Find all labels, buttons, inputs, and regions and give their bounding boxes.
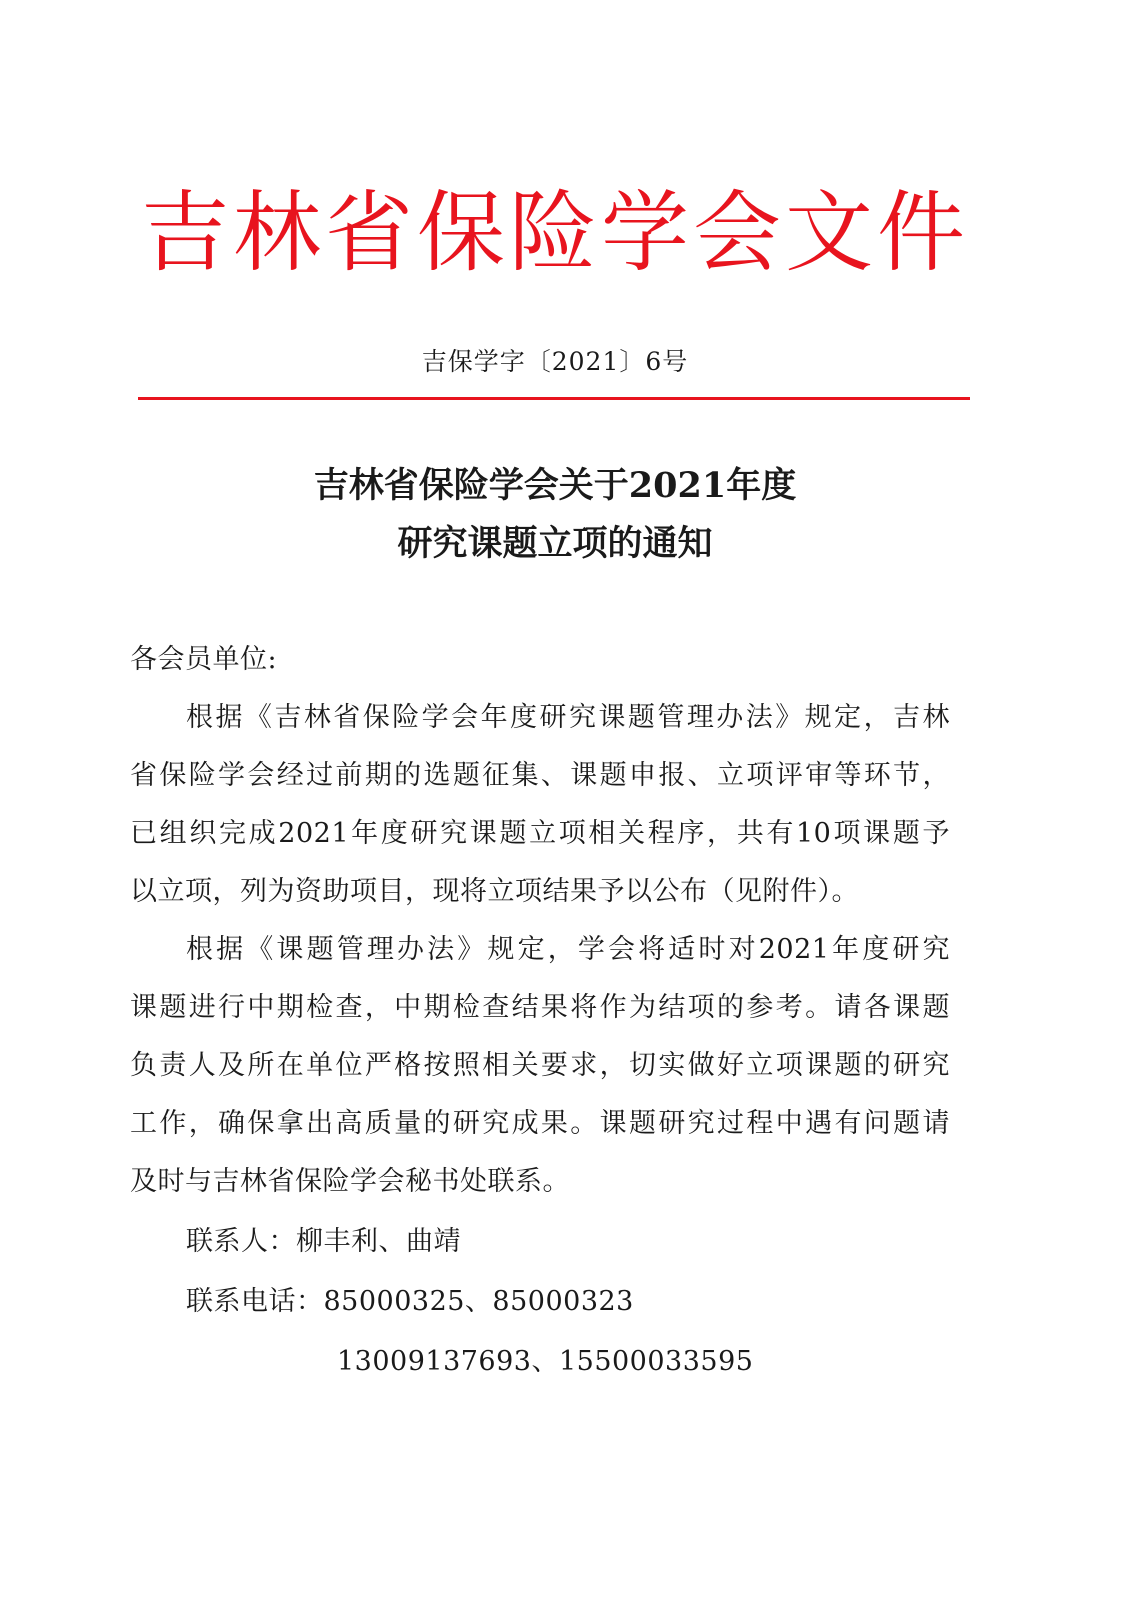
salutation: 各会员单位:: [130, 644, 278, 675]
paragraph-2-line: 负责人及所在单位严格按照相关要求，切实做好立项课题的研究: [130, 1050, 950, 1081]
contact-phone: 联系电话：85000325、85000323: [186, 1286, 634, 1317]
paragraph-1-line: 以立项，列为资助项目，现将立项结果予以公布（见附件）。: [130, 876, 859, 907]
paragraph-2-line: 根据《课题管理办法》规定，学会将适时对2021年度研究: [186, 934, 950, 965]
document-number: 吉保学字〔2021〕6号: [421, 347, 689, 376]
paragraph-2-line: 及时与吉林省保险学会秘书处联系。: [130, 1166, 570, 1197]
paragraph-2-line: 工作，确保拿出高质量的研究成果。课题研究过程中遇有问题请: [130, 1108, 950, 1139]
paragraph-1-line: 省保险学会经过前期的选题征集、课题申报、立项评审等环节，: [130, 760, 950, 791]
red-divider: [138, 397, 970, 400]
contact-person: 联系人：柳丰利、曲靖: [186, 1226, 461, 1257]
masthead-title: 吉林省保险学会文件: [140, 181, 969, 284]
contact-phone-mobile: 13009137693、15500033595: [337, 1346, 754, 1377]
paragraph-2-line: 课题进行中期检查，中期检查结果将作为结项的参考。请各课题: [130, 992, 950, 1023]
paragraph-1-line: 根据《吉林省保险学会年度研究课题管理办法》规定，吉林: [186, 702, 950, 733]
paragraph-1-line: 已组织完成2021年度研究课题立项相关程序，共有10项课题予: [130, 818, 950, 849]
notice-title-line-1: 吉林省保险学会关于2021年度: [313, 465, 797, 506]
notice-title-line-2: 研究课题立项的通知: [397, 523, 713, 564]
